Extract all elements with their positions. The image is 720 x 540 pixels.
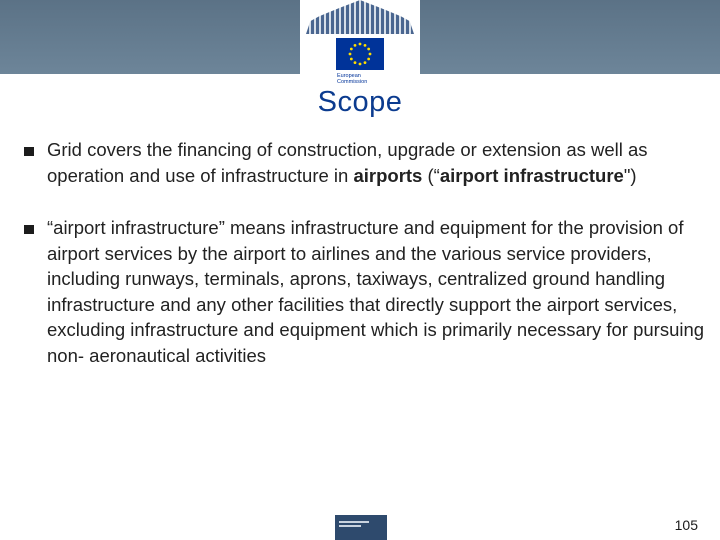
- eu-star-icon: [367, 58, 370, 61]
- bullet-item: [24, 215, 708, 368]
- bullet-square-icon: [24, 225, 34, 234]
- eu-star-icon: [359, 63, 362, 66]
- bullet-text-segment: "): [623, 164, 637, 186]
- bullet-square-icon: [24, 147, 34, 156]
- logo-line-1: European: [337, 73, 361, 79]
- eu-star-icon: [359, 43, 362, 46]
- eu-flag-icon: [336, 38, 384, 70]
- bullet-text-bold: airports: [353, 164, 423, 186]
- eu-star-icon: [367, 48, 370, 51]
- eu-star-icon: [349, 53, 352, 56]
- european-commission-logo: [300, 0, 420, 92]
- bullet-text-bold: airport infrastructure: [439, 164, 624, 186]
- commission-building-icon: [306, 0, 414, 34]
- eu-star-icon: [354, 61, 357, 64]
- bullet-text-segment: (“: [422, 164, 440, 186]
- logo-text: [337, 73, 407, 85]
- bullet-text-segment: “airport infrastructure” means infrastructure and equipment for the provision of airport services by the airport to airlines and the various service providers, including runways, terminals, aprons, taxiways, centralized ground handling infrastructure and any other facilities that directly support the airport services, excluding infrastructure and equipment which is primarily necessary for pursuing non- aeronautical activities: [47, 217, 705, 366]
- eu-star-icon: [364, 44, 367, 47]
- logo-line-2: Commission: [337, 79, 368, 85]
- page-number: 105: [674, 517, 698, 533]
- eu-star-icon: [364, 61, 367, 64]
- bullet-text: [47, 217, 704, 366]
- eu-star-icon: [354, 44, 357, 47]
- eu-star-icon: [350, 58, 353, 61]
- bullet-list: [24, 137, 708, 368]
- bullet-item: [24, 137, 708, 188]
- eu-star-icon: [350, 48, 353, 51]
- eu-star-icon: [369, 53, 372, 56]
- page-title: Scope: [317, 86, 403, 118]
- bullet-text-segment: Grid covers the financing of construction, upgrade or extension as well as operation and use of infrastructure in: [47, 139, 648, 186]
- footer-commission-logo-icon: [335, 515, 387, 540]
- bullet-text: [47, 139, 648, 186]
